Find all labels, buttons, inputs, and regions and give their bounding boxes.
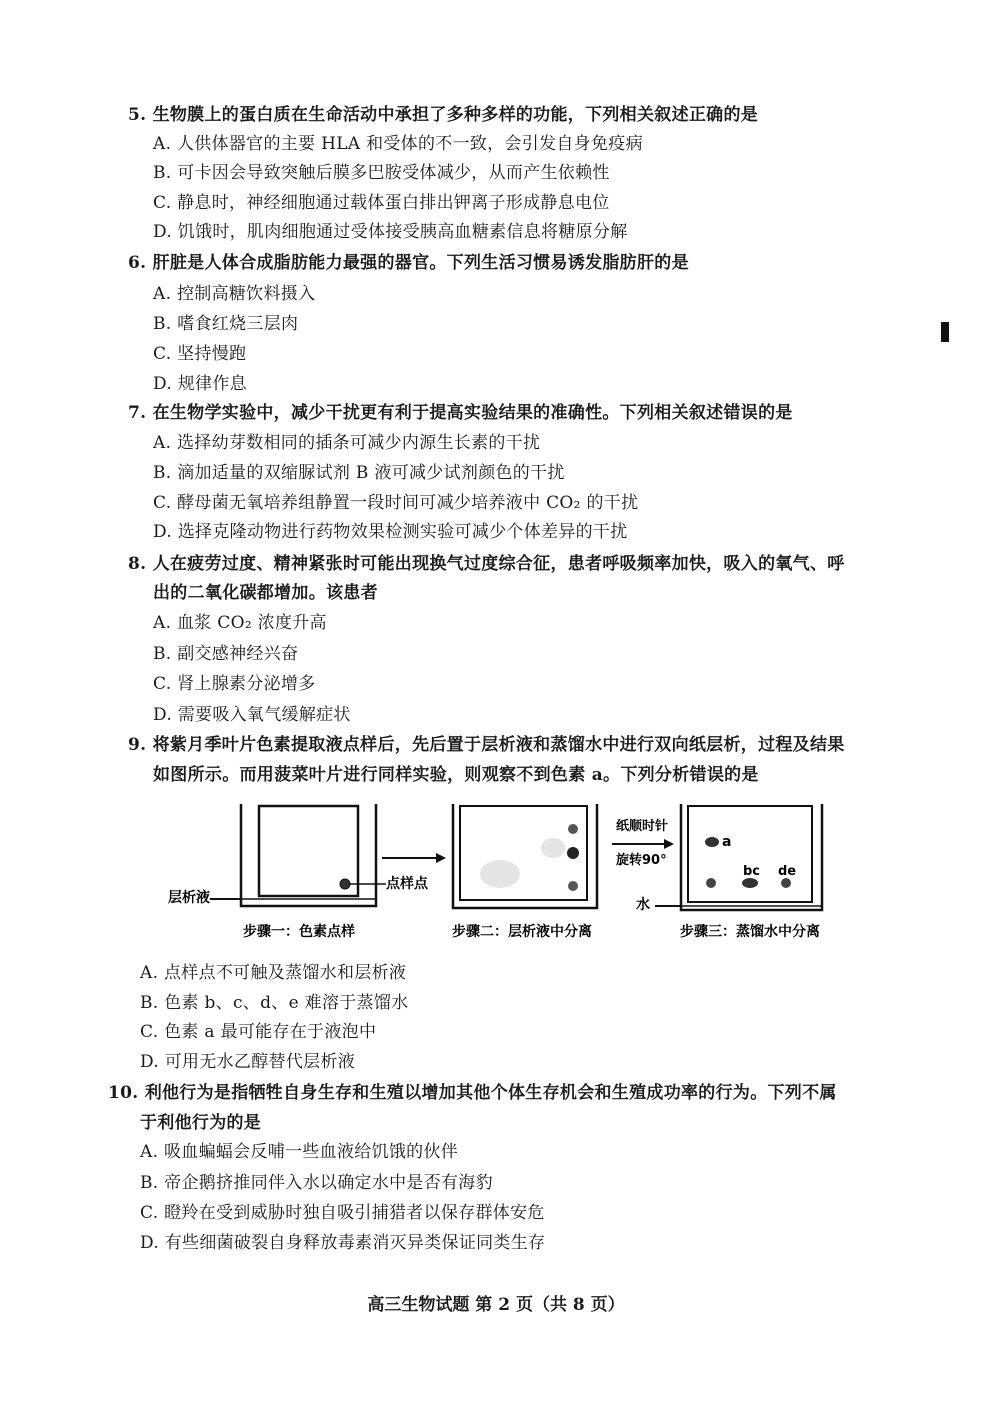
q5-option-d: D. 饥饿时，肌肉细胞通过受体接受胰高血糖素信息将糖原分解 [153, 222, 628, 242]
q5-option-a: A. 人供体器官的主要 HLA 和受体的不一致，会引发自身免疫病 [153, 134, 643, 154]
q8-stem-line2: 出的二氧化碳都增加。该患者 [153, 583, 378, 603]
q8-option-a: A. 血浆 CO₂ 浓度升高 [153, 613, 327, 633]
step2-spot-1 [568, 824, 578, 834]
q8-option-c: C. 肾上腺素分泌增多 [153, 674, 316, 694]
q5-stem: 5. 生物膜上的蛋白质在生命活动中承担了多种多样的功能，下列相关叙述正确的是 [128, 105, 759, 125]
q7-option-a: A. 选择幼芽数相同的插条可减少内源生长素的干扰 [153, 433, 541, 453]
q10-stem-line2: 于利他行为的是 [140, 1113, 262, 1133]
q9-option-c: C. 色素 a 最可能存在于液泡中 [140, 1022, 377, 1042]
q10-stem-line1: 10. 利他行为是指牺牲自身生存和生殖以增加其他个体生存机会和生殖成功率的行为。下列不属 [108, 1083, 837, 1103]
caption-step2: 步骤二：层析液中分离 [452, 924, 592, 940]
q10-option-a: A. 吸血蝙蝠会反哺一些血液给饥饿的伙伴 [140, 1142, 459, 1162]
step1-sample-dot [340, 879, 350, 889]
q10-option-c: C. 瞪羚在受到威胁时独自吸引捕猎者以保存群体安危 [140, 1203, 545, 1223]
label-rotate-1: 纸顺时针 [616, 819, 669, 834]
q9-option-b: B. 色素 b、c、d、e 难溶于蒸馏水 [140, 993, 409, 1013]
q6-option-b: B. 嗜食红烧三层肉 [153, 314, 299, 334]
q7-option-d: D. 选择克隆动物进行药物效果检测实验可减少个体差异的干扰 [153, 522, 628, 542]
q9-stem-line2: 如图所示。而用菠菜叶片进行同样实验，则观察不到色素 a。下列分析错误的是 [153, 765, 759, 785]
label-sample-point: 点样点 [386, 876, 428, 892]
pigment-a-spot [705, 837, 719, 847]
margin-mark [941, 322, 949, 342]
step3-beaker [681, 804, 822, 910]
q8-option-b: B. 副交感神经兴奋 [153, 644, 299, 664]
q6-option-d: D. 规律作息 [153, 374, 247, 394]
q7-option-c: C. 酵母菌无氧培养组静置一段时间可减少培养液中 CO₂ 的干扰 [153, 493, 639, 513]
q8-stem-line1: 8. 人在疲劳过度、精神紧张时可能出现换气过度综合征，患者呼吸频率加快，吸入的氧气、呼 [128, 554, 845, 574]
q6-option-c: C. 坚持慢跑 [153, 344, 247, 364]
chromatography-figure [0, 796, 992, 966]
pigment-bc-label: bc [743, 864, 761, 879]
label-solvent: 层析液 [168, 890, 210, 906]
page-footer: 高三生物试题 第 2 页（共 8 页） [367, 1295, 625, 1315]
label-water: 水 [636, 897, 650, 913]
q5-option-c: C. 静息时，神经细胞通过载体蛋白排出钾离子形成静息电位 [153, 193, 610, 213]
caption-step3: 步骤三：蒸馏水中分离 [680, 924, 820, 940]
step1-beaker [241, 804, 376, 906]
q10-option-d: D. 有些细菌破裂自身释放毒素消灭异类保证同类生存 [140, 1233, 546, 1253]
arrow-step2-head [664, 839, 674, 849]
pigment-left-spot [706, 878, 716, 888]
q9-option-d: D. 可用无水乙醇替代层析液 [140, 1052, 356, 1072]
step2-spot-2 [567, 847, 579, 859]
step2-spot-3 [568, 881, 578, 891]
pigment-de-label: de [778, 864, 797, 879]
arrow-step1-head [436, 853, 446, 863]
q7-option-b: B. 滴加适量的双缩脲试剂 B 液可减少试剂颜色的干扰 [153, 463, 565, 483]
q6-stem: 6. 肝脏是人体合成脂肪能力最强的器官。下列生活习惯易诱发脂肪肝的是 [128, 253, 689, 273]
q7-stem: 7. 在生物学实验中，减少干扰更有利于提高实验结果的准确性。下列相关叙述错误的是 [128, 403, 793, 423]
caption-step1: 步骤一：色素点样 [243, 924, 355, 940]
q9-stem-line1: 9. 将紫月季叶片色素提取液点样后，先后置于层析液和蒸馏水中进行双向纸层析，过程及结果 [128, 735, 845, 755]
pigment-bc-spot [742, 878, 758, 888]
pigment-de-spot [781, 878, 791, 888]
label-rotate-2: 旋转90° [616, 853, 667, 868]
q5-option-b: B. 可卡因会导致突触后膜多巴胺受体减少，从而产生依赖性 [153, 163, 610, 183]
q10-option-b: B. 帝企鹅挤推同伴入水以确定水中是否有海豹 [140, 1173, 493, 1193]
q6-option-a: A. 控制高糖饮料摄入 [153, 284, 316, 304]
pigment-a-label: a [722, 834, 732, 850]
step2-smear-2 [541, 838, 565, 858]
q9-option-a: A. 点样点不可触及蒸馏水和层析液 [140, 963, 407, 983]
q8-option-d: D. 需要吸入氧气缓解症状 [153, 705, 351, 725]
step2-smear-1 [480, 860, 520, 888]
